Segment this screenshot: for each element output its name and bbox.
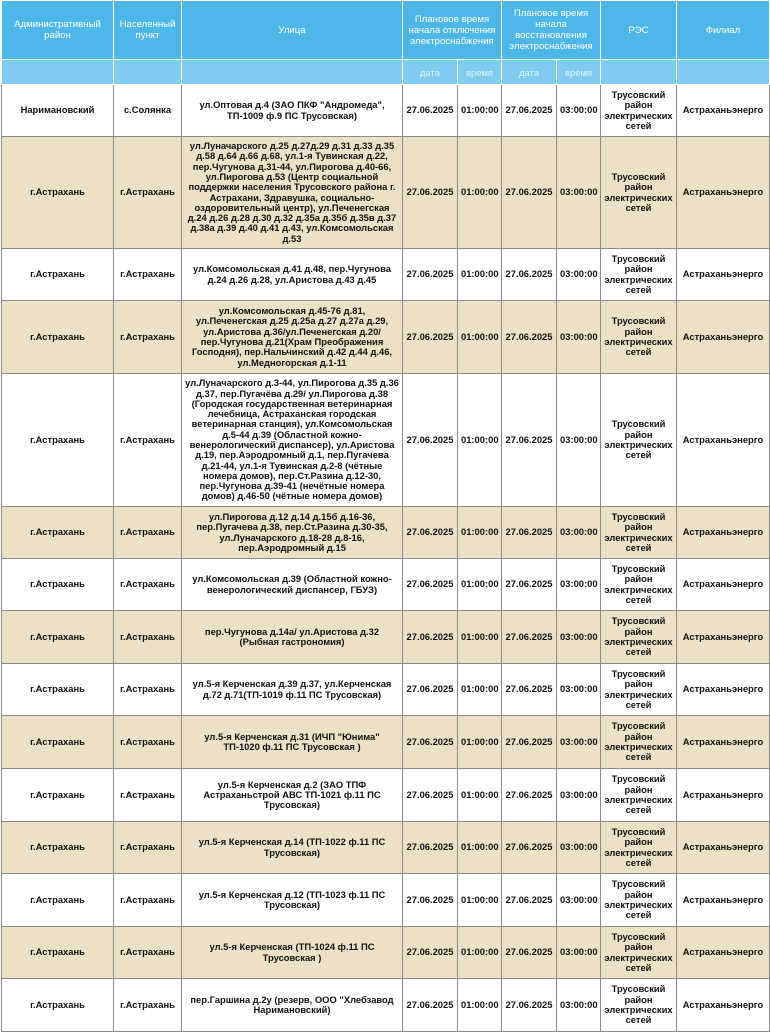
cell-district: г.Астрахань bbox=[2, 769, 114, 822]
cell-street: ул.Луначарского д.25 д.27д.29 д.31 д.33 д.35 д.58 д.64 д.66 д.68, ул.1-я Тувинская д.22, пер.Чугунова д.31-44, ул.Пирогова д.40-66, ул.Пирогова д.53 (Центр социальной поддержки населения Трусовского района г. Астрахани, Здравушка, социально-оздоровительный центр), ул.Печенегская д.24 д.26 д.28 д.30 д.32 д.35а д.35б д.35в д.37 д.38а д.39 д.40 д.41 д.43, ул.Комсомольская д.53 bbox=[182, 137, 403, 249]
subheader-off-date: дата bbox=[403, 60, 458, 85]
cell-street: ул.5-я Керченская д.31 (ИЧП "Юнима" ТП-1020 ф.11 ПС Трусовская ) bbox=[182, 716, 403, 769]
subheader-blank bbox=[2, 60, 114, 85]
cell-district: г.Астрахань bbox=[2, 822, 114, 874]
cell-street: ул.Оптовая д.4 (ЗАО ПКФ "Андромеда", ТП-1009 ф.9 ПС Трусовская) bbox=[182, 85, 403, 137]
table-row bbox=[2, 137, 770, 249]
cell-outage-time: 01:00:00 bbox=[458, 507, 502, 559]
cell-res: Трусовский район электрических сетей bbox=[601, 822, 677, 874]
cell-restore-time: 03:00:00 bbox=[557, 769, 601, 822]
cell-locality: г.Астрахань bbox=[114, 137, 182, 249]
cell-street: ул.5-я Керченская (ТП-1024 ф.11 ПС Трусовская ) bbox=[182, 927, 403, 979]
cell-restore-time: 03:00:00 bbox=[557, 559, 601, 611]
cell-res: Трусовский район электрических сетей bbox=[601, 874, 677, 927]
cell-street: ул.Пирогова д.12 д.14 д.15б д.16-36, пер.Пугачева д.38, пер.Ст.Разина д.30-35, ул.Луначарского д.18-28 д.8-16, пер.Аэродромный д.15 bbox=[182, 507, 403, 559]
table-row bbox=[2, 374, 770, 507]
cell-outage-date: 27.06.2025 bbox=[403, 979, 458, 1032]
cell-locality: г.Астрахань bbox=[114, 374, 182, 507]
header-district: Административный район bbox=[2, 1, 114, 60]
cell-branch: Астраханьэнерго bbox=[677, 664, 770, 716]
cell-street: ул.Комсомольская д.45-76 д.81, ул.Печенегская д.25 д.25а д.27 д.27а д.29, ул.Аристова д.36/ул.Печенегская д.20/ пер.Чугунова д.21(Храм Преображения Господня), пер.Нальчинский д.42 д.44 д.46, ул.Медногорская д.1-11 bbox=[182, 301, 403, 374]
cell-district: г.Астрахань bbox=[2, 507, 114, 559]
cell-res: Трусовский район электрических сетей bbox=[601, 979, 677, 1032]
cell-outage-time: 01:00:00 bbox=[458, 716, 502, 769]
cell-res: Трусовский район электрических сетей bbox=[601, 249, 677, 301]
table-row bbox=[2, 927, 770, 979]
cell-branch: Астраханьэнерго bbox=[677, 559, 770, 611]
cell-res: Трусовский район электрических сетей bbox=[601, 559, 677, 611]
cell-branch: Астраханьэнерго bbox=[677, 301, 770, 374]
cell-district: г.Астрахань bbox=[2, 874, 114, 927]
cell-res: Трусовский район электрических сетей bbox=[601, 137, 677, 249]
cell-res: Трусовский район электрических сетей bbox=[601, 769, 677, 822]
table-row bbox=[2, 559, 770, 611]
cell-res: Трусовский район электрических сетей bbox=[601, 507, 677, 559]
cell-district: г.Астрахань bbox=[2, 137, 114, 249]
subheader-on-time: время bbox=[557, 60, 601, 85]
cell-district: Наримановский bbox=[2, 85, 114, 137]
cell-outage-time: 01:00:00 bbox=[458, 249, 502, 301]
cell-res: Трусовский район электрических сетей bbox=[601, 927, 677, 979]
cell-restore-date: 27.06.2025 bbox=[502, 611, 557, 664]
header-row bbox=[2, 1, 770, 60]
cell-outage-date: 27.06.2025 bbox=[403, 927, 458, 979]
cell-locality: г.Астрахань bbox=[114, 716, 182, 769]
subheader-blank bbox=[677, 60, 770, 85]
table-row bbox=[2, 611, 770, 664]
cell-restore-date: 27.06.2025 bbox=[502, 85, 557, 137]
cell-district: г.Астрахань bbox=[2, 927, 114, 979]
cell-branch: Астраханьэнерго bbox=[677, 927, 770, 979]
table-row bbox=[2, 769, 770, 822]
cell-outage-time: 01:00:00 bbox=[458, 822, 502, 874]
cell-res: Трусовский район электрических сетей bbox=[601, 374, 677, 507]
cell-restore-date: 27.06.2025 bbox=[502, 137, 557, 249]
cell-outage-date: 27.06.2025 bbox=[403, 822, 458, 874]
cell-outage-time: 01:00:00 bbox=[458, 374, 502, 507]
header-street: Улица bbox=[182, 1, 403, 60]
cell-res: Трусовский район электрических сетей bbox=[601, 664, 677, 716]
subheader-blank bbox=[601, 60, 677, 85]
cell-street: ул.Комсомольская д.39 (Областной кожно-венерологический диспансер, ГБУЗ) bbox=[182, 559, 403, 611]
cell-street: пер.Гаршина д.2у (резерв, ООО "Хлебзавод Наримановский) bbox=[182, 979, 403, 1032]
cell-restore-time: 03:00:00 bbox=[557, 822, 601, 874]
header-branch: Филиал bbox=[677, 1, 770, 60]
cell-locality: г.Астрахань bbox=[114, 769, 182, 822]
cell-district: г.Астрахань bbox=[2, 664, 114, 716]
cell-locality: г.Астрахань bbox=[114, 559, 182, 611]
cell-outage-date: 27.06.2025 bbox=[403, 769, 458, 822]
header-subrow bbox=[2, 60, 770, 85]
cell-outage-time: 01:00:00 bbox=[458, 874, 502, 927]
cell-outage-date: 27.06.2025 bbox=[403, 611, 458, 664]
table-row bbox=[2, 85, 770, 137]
cell-restore-date: 27.06.2025 bbox=[502, 822, 557, 874]
table-row bbox=[2, 874, 770, 927]
cell-district: г.Астрахань bbox=[2, 301, 114, 374]
cell-outage-date: 27.06.2025 bbox=[403, 374, 458, 507]
cell-restore-time: 03:00:00 bbox=[557, 716, 601, 769]
cell-branch: Астраханьэнерго bbox=[677, 137, 770, 249]
cell-street: ул.5-я Керченская д.39 д.37, ул.Керченская д.72 д.71(ТП-1019 ф.11 ПС Трусовская) bbox=[182, 664, 403, 716]
cell-restore-time: 03:00:00 bbox=[557, 979, 601, 1032]
cell-district: г.Астрахань bbox=[2, 979, 114, 1032]
cell-branch: Астраханьэнерго bbox=[677, 249, 770, 301]
cell-locality: г.Астрахань bbox=[114, 664, 182, 716]
cell-street: ул.Комсомольская д.41 д.48, пер.Чугунова д.24 д.26 д.28, ул.Аристова д.43 д.45 bbox=[182, 249, 403, 301]
cell-outage-time: 01:00:00 bbox=[458, 559, 502, 611]
cell-outage-date: 27.06.2025 bbox=[403, 85, 458, 137]
table-body bbox=[2, 85, 770, 1032]
cell-res: Трусовский район электрических сетей bbox=[601, 85, 677, 137]
cell-restore-date: 27.06.2025 bbox=[502, 874, 557, 927]
cell-branch: Астраханьэнерго bbox=[677, 85, 770, 137]
cell-outage-date: 27.06.2025 bbox=[403, 716, 458, 769]
cell-restore-date: 27.06.2025 bbox=[502, 769, 557, 822]
cell-district: г.Астрахань bbox=[2, 611, 114, 664]
cell-restore-time: 03:00:00 bbox=[557, 874, 601, 927]
cell-outage-time: 01:00:00 bbox=[458, 611, 502, 664]
outage-schedule-table bbox=[1, 0, 770, 1032]
table-row bbox=[2, 301, 770, 374]
cell-branch: Астраханьэнерго bbox=[677, 507, 770, 559]
cell-branch: Астраханьэнерго bbox=[677, 979, 770, 1032]
cell-restore-date: 27.06.2025 bbox=[502, 559, 557, 611]
cell-branch: Астраханьэнерго bbox=[677, 769, 770, 822]
table-row bbox=[2, 507, 770, 559]
table-row bbox=[2, 249, 770, 301]
header-res: РЭС bbox=[601, 1, 677, 60]
cell-outage-time: 01:00:00 bbox=[458, 85, 502, 137]
subheader-on-date: дата bbox=[502, 60, 557, 85]
cell-restore-date: 27.06.2025 bbox=[502, 927, 557, 979]
cell-outage-time: 01:00:00 bbox=[458, 979, 502, 1032]
cell-outage-date: 27.06.2025 bbox=[403, 874, 458, 927]
cell-branch: Астраханьэнерго bbox=[677, 822, 770, 874]
cell-outage-time: 01:00:00 bbox=[458, 301, 502, 374]
cell-outage-time: 01:00:00 bbox=[458, 769, 502, 822]
cell-district: г.Астрахань bbox=[2, 374, 114, 507]
header-restore-start: Плановое время начала восстановления электроснабжения bbox=[502, 1, 601, 60]
cell-locality: г.Астрахань bbox=[114, 927, 182, 979]
cell-restore-date: 27.06.2025 bbox=[502, 979, 557, 1032]
cell-restore-date: 27.06.2025 bbox=[502, 249, 557, 301]
cell-street: ул.Луначарского д.3-44, ул.Пирогова д.35 д.36 д.37, пер.Пугачёва д.29/ ул.Пирогова д.38 (Городская государственная ветеринарная лечебница, Астраханская городская ветеринарная станция), ул.Комсомольская д.5-44 д.39 (Областной кожно-венерологический диспансер), ул.Аристова д.19, пер.Аэродромный д.1, пер.Пугачева д.21-44, ул.1-я Тувинская д.2-8 (чётные номера домов), пер.Ст.Разина д.12-30, пер.Чугунова д.39-41 (нечётные номера домов) д.46-50 (чётные номера домов) bbox=[182, 374, 403, 507]
table-row bbox=[2, 664, 770, 716]
cell-restore-time: 03:00:00 bbox=[557, 374, 601, 507]
cell-outage-time: 01:00:00 bbox=[458, 664, 502, 716]
cell-locality: с.Солянка bbox=[114, 85, 182, 137]
cell-locality: г.Астрахань bbox=[114, 507, 182, 559]
cell-locality: г.Астрахань bbox=[114, 249, 182, 301]
cell-outage-date: 27.06.2025 bbox=[403, 664, 458, 716]
cell-restore-date: 27.06.2025 bbox=[502, 301, 557, 374]
cell-district: г.Астрахань bbox=[2, 249, 114, 301]
cell-restore-time: 03:00:00 bbox=[557, 927, 601, 979]
cell-district: г.Астрахань bbox=[2, 559, 114, 611]
cell-restore-time: 03:00:00 bbox=[557, 137, 601, 249]
cell-restore-date: 27.06.2025 bbox=[502, 664, 557, 716]
cell-locality: г.Астрахань bbox=[114, 822, 182, 874]
subheader-blank bbox=[182, 60, 403, 85]
cell-street: ул.5-я Керченская д.2 (ЗАО ТПФ Астраханьстрой АВС ТП-1021 ф.11 ПС Трусовская) bbox=[182, 769, 403, 822]
cell-restore-time: 03:00:00 bbox=[557, 664, 601, 716]
cell-res: Трусовский район электрических сетей bbox=[601, 611, 677, 664]
header-outage-start: Плановое время начала отключения электроснабжения bbox=[403, 1, 502, 60]
cell-restore-date: 27.06.2025 bbox=[502, 716, 557, 769]
cell-outage-date: 27.06.2025 bbox=[403, 137, 458, 249]
cell-outage-time: 01:00:00 bbox=[458, 137, 502, 249]
cell-locality: г.Астрахань bbox=[114, 874, 182, 927]
cell-outage-date: 27.06.2025 bbox=[403, 249, 458, 301]
cell-locality: г.Астрахань bbox=[114, 301, 182, 374]
cell-restore-time: 03:00:00 bbox=[557, 611, 601, 664]
cell-branch: Астраханьэнерго bbox=[677, 374, 770, 507]
cell-outage-date: 27.06.2025 bbox=[403, 301, 458, 374]
cell-res: Трусовский район электрических сетей bbox=[601, 301, 677, 374]
table-row bbox=[2, 716, 770, 769]
cell-branch: Астраханьэнерго bbox=[677, 611, 770, 664]
subheader-blank bbox=[114, 60, 182, 85]
cell-street: пер.Чугунова д.14а/ ул.Аристова д.32 (Рыбная гастрономия) bbox=[182, 611, 403, 664]
cell-restore-time: 03:00:00 bbox=[557, 249, 601, 301]
cell-res: Трусовский район электрических сетей bbox=[601, 716, 677, 769]
cell-branch: Астраханьэнерго bbox=[677, 874, 770, 927]
cell-branch: Астраханьэнерго bbox=[677, 716, 770, 769]
cell-street: ул.5-я Керченская д.14 (ТП-1022 ф.11 ПС Трусовская) bbox=[182, 822, 403, 874]
cell-locality: г.Астрахань bbox=[114, 979, 182, 1032]
table-row bbox=[2, 822, 770, 874]
header-locality: Населенный пункт bbox=[114, 1, 182, 60]
subheader-off-time: время bbox=[458, 60, 502, 85]
cell-restore-time: 03:00:00 bbox=[557, 507, 601, 559]
cell-outage-date: 27.06.2025 bbox=[403, 507, 458, 559]
cell-locality: г.Астрахань bbox=[114, 611, 182, 664]
cell-district: г.Астрахань bbox=[2, 716, 114, 769]
cell-street: ул.5-я Керченская д.12 (ТП-1023 ф.11 ПС Трусовская) bbox=[182, 874, 403, 927]
cell-outage-date: 27.06.2025 bbox=[403, 559, 458, 611]
cell-outage-time: 01:00:00 bbox=[458, 927, 502, 979]
cell-restore-time: 03:00:00 bbox=[557, 85, 601, 137]
cell-restore-time: 03:00:00 bbox=[557, 301, 601, 374]
cell-restore-date: 27.06.2025 bbox=[502, 507, 557, 559]
cell-restore-date: 27.06.2025 bbox=[502, 374, 557, 507]
